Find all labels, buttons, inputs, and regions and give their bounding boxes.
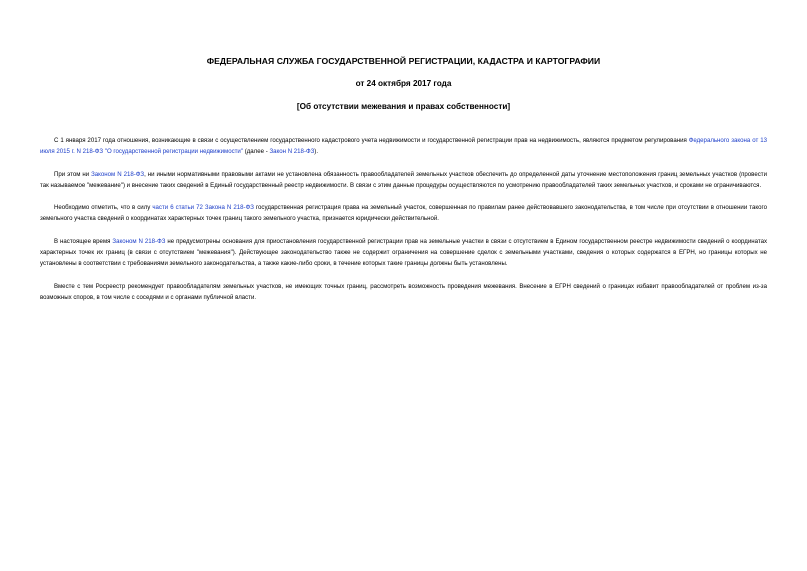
paragraph-text: Вместе с тем Росреестр рекомендует правообладателям земельных участков, не имеющих точных границ, рассмотреть возможность проведения межевания. Внесение в ЕГРН сведений о границах избавит правообладателей от проблем из-за возможных споров, в том числе с соседями и с органами публичной власти. [40, 282, 767, 301]
paragraph-text: не предусмотрены основания для приостановления государственной регистрации прав на земельные участки в связи с отсутствием в Едином государственном реестре недвижимости сведений о координатах характерных точек их границ (в связи с отсутствием "межевания"). Действующее законодательство также не содержит ограничения на совершение сделок с земельными участками, сведения о которых содержатся в ЕГРН, но границы которых не установлены в соответствии с требованиями земельного законодательства, а также какие-либо сроки, в течение которых такие границы должны быть установлены. [40, 237, 768, 268]
paragraph-1 [40, 135, 767, 157]
paragraph-4 [40, 236, 767, 270]
article-72-part-6-link[interactable]: части 6 статьи 72 Закона N 218-ФЗ [152, 204, 254, 212]
paragraph-text: , ни иными нормативными правовыми актами не установлена обязанность правообладателей земельных участков обеспечить до определенной даты уточнение местоположения границ земельных участков (провести так называемое "межевание") и внесение таких сведений в Единый государственный реестр недвижимости. В связи с этим данные процедуры осуществляются по усмотрению правообладателей таких земельных участков, и сроками не ограничиваются. [40, 170, 767, 189]
paragraph-text: (далее - [243, 148, 270, 156]
law-218-fz-link[interactable]: Законом N 218-ФЗ [112, 237, 166, 245]
document-body [40, 135, 767, 314]
paragraph-5 [40, 281, 767, 303]
paragraph-2 [40, 169, 767, 191]
law-218-fz-link[interactable]: Законом N 218-ФЗ [91, 170, 145, 178]
document-title: ФЕДЕРАЛЬНАЯ СЛУЖБА ГОСУДАРСТВЕННОЙ РЕГИСТРАЦИИ, КАДАСТРА И КАРТОГРАФИИ [206, 56, 601, 66]
law-218-fz-full-link[interactable]: Федерального закона от 13 июля 2015 г. N 218-ФЗ "О государственной регистрации недвижимости" [40, 137, 767, 156]
paragraph-3 [40, 202, 767, 224]
paragraph-text: В настоящее время [54, 237, 113, 245]
paragraph-text: государственная регистрация права на земельный участок, совершенная по правилам ранее действовавшего законодательства, в том числе при отсутствии в отношении такого земельного участка сведений о координатах характерных точек границ такого земельного участка, признается юридически действительной. [40, 204, 768, 223]
document-date: от 24 октября 2017 года [355, 79, 452, 88]
paragraph-text: Необходимо отметить, что в силу [54, 204, 153, 212]
document-header [0, 56, 807, 112]
paragraph-text: С 1 января 2017 года отношения, возникающие в связи с осуществлением государственного кадастрового учета недвижимости и государственной регистрации прав на недвижимость, являются предметом регулирования [54, 137, 689, 144]
paragraph-text: ). [314, 148, 319, 156]
paragraph-text: При этом ни [54, 170, 92, 178]
document-subtitle: [Об отсутствии межевания и правах собственности] [296, 102, 511, 111]
law-218-fz-link[interactable]: Закон N 218-ФЗ [269, 148, 315, 156]
